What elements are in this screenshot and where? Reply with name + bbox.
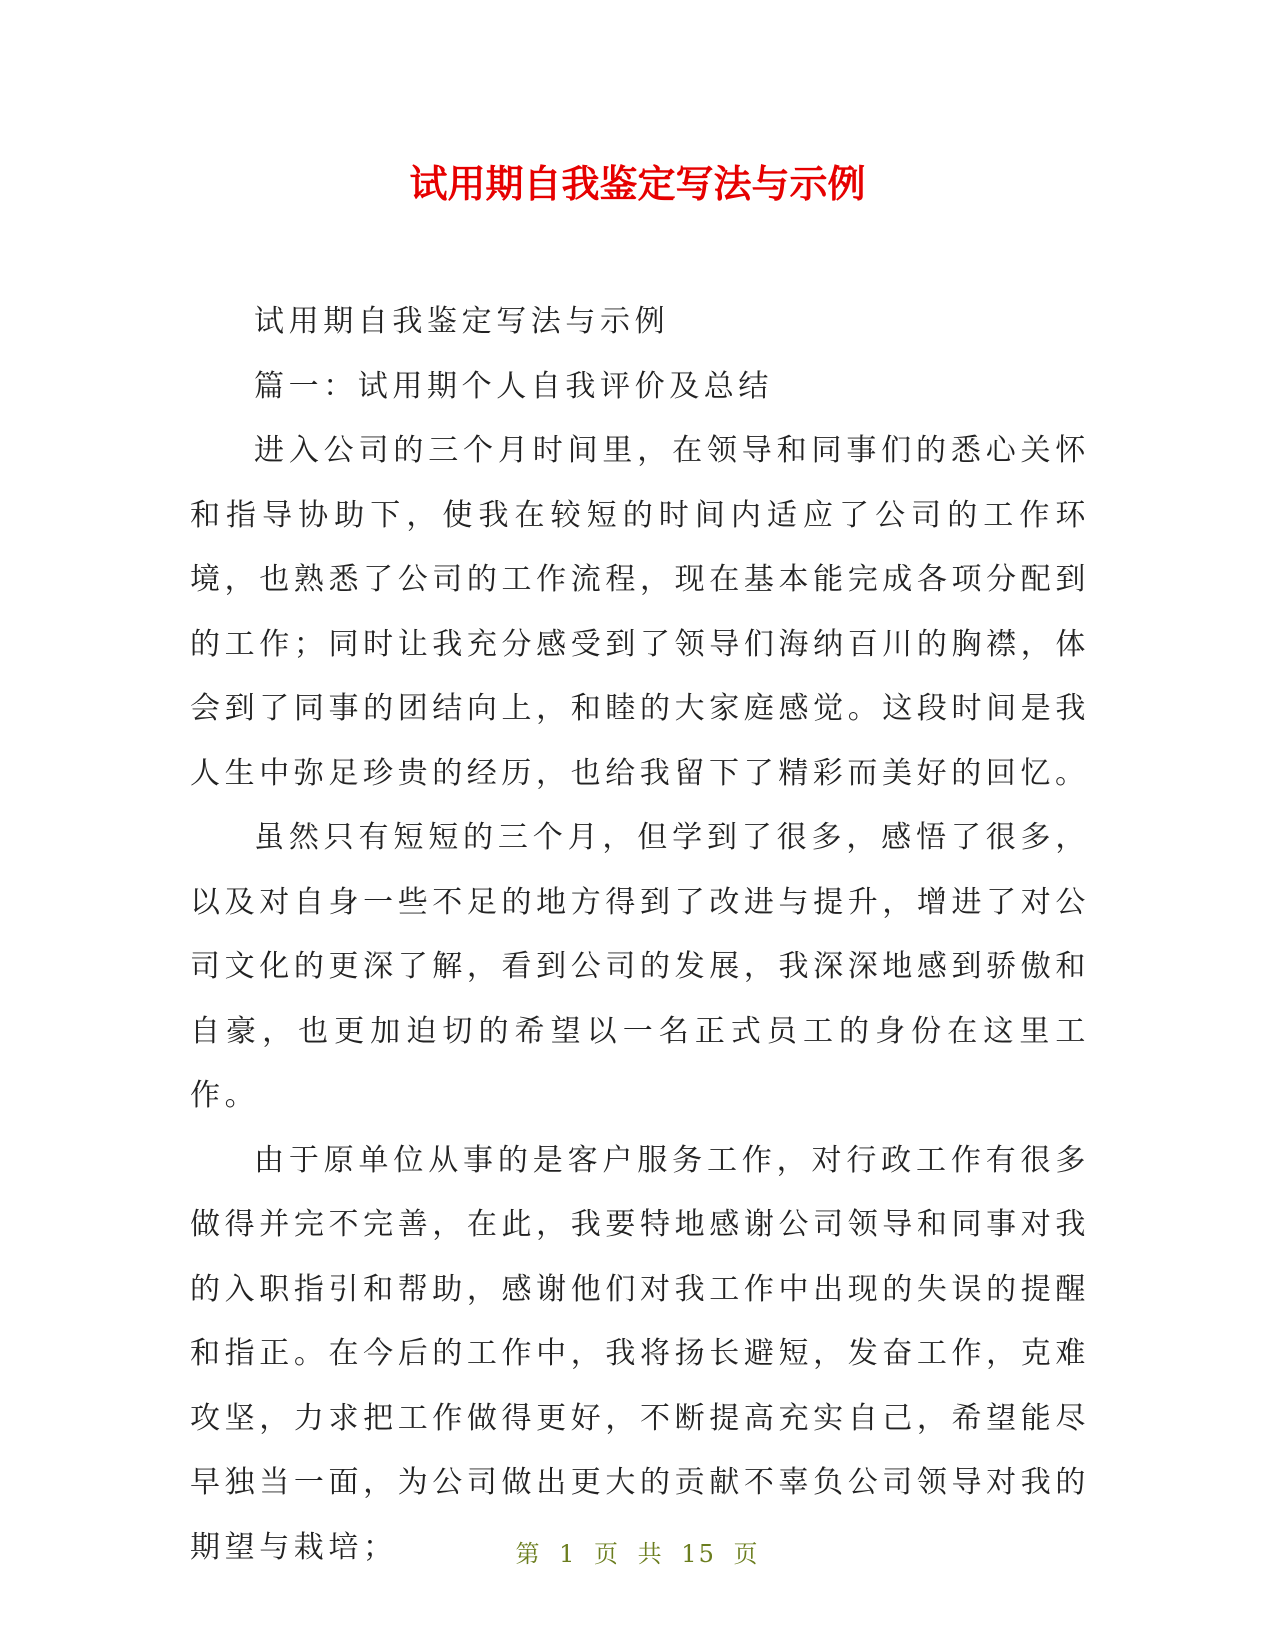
- subtitle-paragraph: 试用期自我鉴定写法与示例: [254, 304, 670, 339]
- body-paragraph-2: 虽然只有短短的三个月，但学到了很多，感悟了很多，以及对自身一些不足的地方得到了改进与提升，增进了对公司文化的更深了解，看到公司的发展，我深深地感到骄傲和自豪，也更加迫切的希望以一名正式员工的身份在这里工作。: [190, 820, 1090, 1113]
- body-paragraph-1: 进入公司的三个月时间里，在领导和同事们的悉心关怀和指导协助下，使我在较短的时间内适应了公司的工作环境，也熟悉了公司的工作流程，现在基本能完成各项分配到的工作；同时让我充分感受到了领导们海纳百川的胸襟，体会到了同事的团结向上，和睦的大家庭感觉。这段时间是我人生中弥足珍贵的经历，也给我留下了精彩而美好的回忆。: [190, 433, 1090, 791]
- document-title: 试用期自我鉴定写法与示例: [409, 162, 866, 206]
- body-paragraph-3: 由于原单位从事的是客户服务工作，对行政工作有很多做得并完不完善，在此，我要特地感谢公司领导和同事对我的入职指引和帮助，感谢他们对我工作中出现的失误的提醒和指正。在今后的工作中，我将扬长避短，发奋工作，克难攻坚，力求把工作做得更好，不断提高充实自己，希望能尽早独当一面，为公司做出更大的贡献不辜负公司领导对我的期望与栽培；: [190, 1142, 1090, 1565]
- page-number-footer: 第 1 页 共 15 页: [515, 1540, 760, 1568]
- document-body: [190, 290, 1090, 1580]
- section-heading: 篇一：试用期个人自我评价及总结: [254, 368, 773, 404]
